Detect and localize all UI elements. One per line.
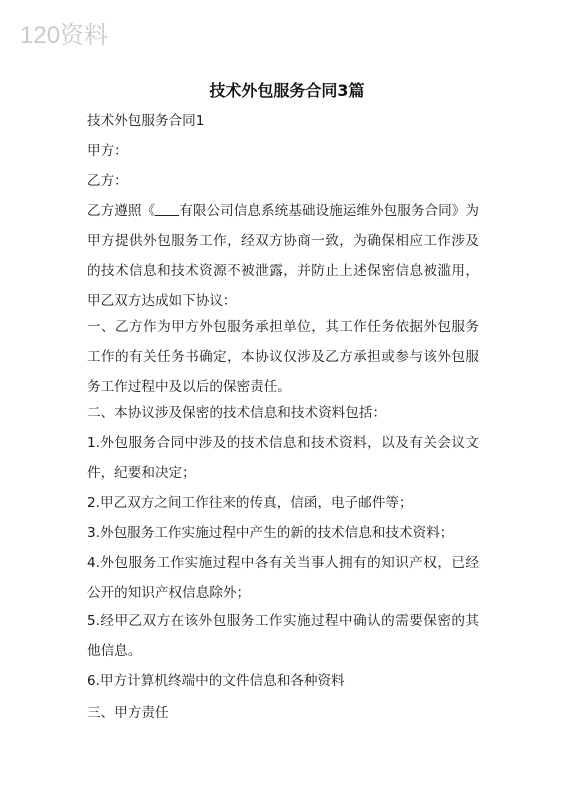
intro-prefix: 乙方遵照《: [87, 203, 156, 219]
clause-1: 一、乙方作为甲方外包服务承担单位，其工作任务依据外包服务工作的有关任务书确定，本协议仅涉及乙方承担或参与该外包服务工作过程中及以后的保密责任。: [87, 319, 479, 395]
document-title: 技术外包服务合同3篇: [209, 81, 365, 100]
party-a-line: 甲方：: [87, 143, 128, 159]
intro-paragraph: [87, 196, 479, 316]
intro-rest: 有限公司信息系统基础设施运维外包服务合同》为甲方提供外包服务工作，经双方协商一致，为确保相应工作涉及的技术信息和技术资源不被泄露，并防止上述保密信息被滥用，甲乙双方达成如下协议：: [87, 203, 480, 309]
party-b-line: 乙方：: [87, 173, 128, 189]
blank-underline: [155, 201, 179, 216]
list-item-6: 6.甲方计算机终端中的文件信息和各种资料: [87, 673, 345, 689]
clause-3: 三、甲方责任: [87, 705, 169, 721]
clause-2: 二、本协议涉及保密的技术信息和技术资料包括：: [87, 405, 387, 421]
list-item-1: 1.外包服务合同中涉及的技术信息和技术资料，以及有关会议文件，纪要和决定；: [87, 435, 479, 481]
list-item-5: 5.经甲乙双方在该外包服务工作实施过程中确认的需要保密的其他信息。: [87, 613, 479, 659]
list-item-2: 2.甲乙双方之间工作往来的传真，信函，电子邮件等；: [87, 495, 413, 511]
list-item-3: 3.外包服务工作实施过程中产生的新的技术信息和技术资料；: [87, 525, 454, 541]
contract-subtitle: 技术外包服务合同1: [87, 113, 205, 129]
watermark: 120资料: [20, 22, 109, 49]
list-item-4: 4.外包服务工作实施过程中各有关当事人拥有的知识产权，已经公开的知识产权信息除外；: [87, 555, 479, 601]
